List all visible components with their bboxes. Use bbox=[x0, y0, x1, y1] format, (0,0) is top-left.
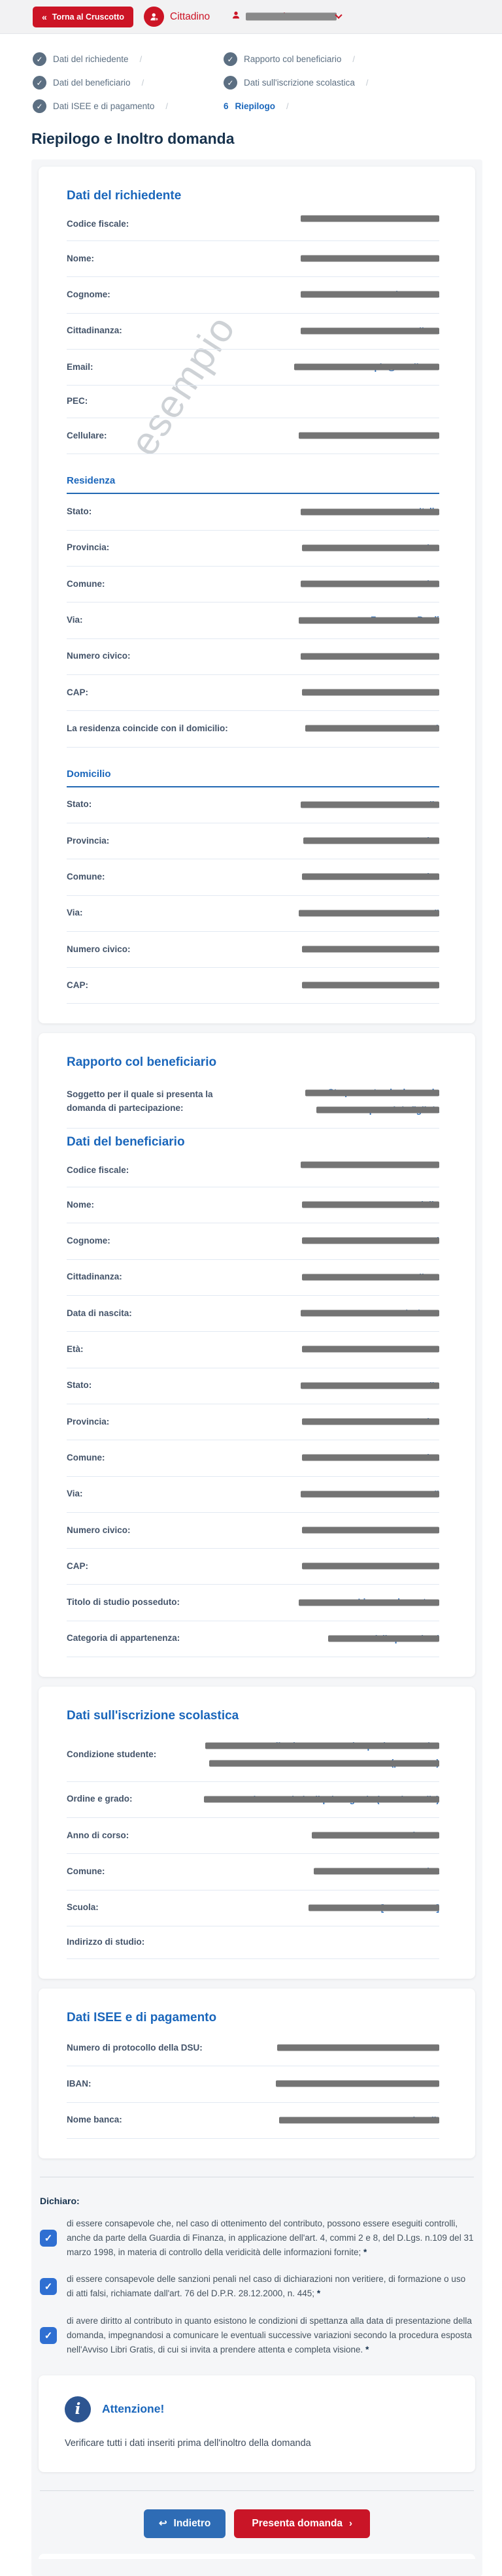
redaction-bar bbox=[279, 2117, 439, 2123]
field-value bbox=[260, 1827, 439, 1844]
declaration-text: di essere consapevole che, nel caso di ottenimento del contributo, possono essere eseguiti controlli, anche da parte della Guardia di Finanza, in applicazione dell'art. 4, commi 2 e 8, del D.Lgs. n.109 del 31 marzo 1998, in materia di controllo della veridicità delle informazioni fornite; * bbox=[67, 2218, 474, 2257]
redaction-bar bbox=[301, 1491, 439, 1497]
user-icon bbox=[231, 10, 241, 24]
field-value bbox=[260, 2039, 439, 2056]
presenta-domanda-button[interactable]: Presenta domanda › bbox=[234, 2509, 370, 2538]
field-value bbox=[260, 540, 439, 557]
redaction-bar bbox=[299, 910, 439, 916]
field-value-line bbox=[260, 941, 439, 958]
field-row bbox=[67, 1296, 439, 1332]
field-value bbox=[260, 1522, 439, 1539]
step-separator: / bbox=[165, 101, 168, 111]
field-value-line bbox=[165, 1755, 439, 1772]
step-dati-del-beneficiario[interactable] bbox=[33, 76, 224, 90]
field-row bbox=[67, 1260, 439, 1296]
field-label: Numero civico: bbox=[67, 1525, 131, 1535]
field-row bbox=[67, 1585, 439, 1621]
redaction-bar bbox=[204, 1796, 439, 1802]
field-label: CAP: bbox=[67, 1560, 88, 1571]
field-label: Numero civico: bbox=[67, 944, 131, 954]
field-value-line bbox=[260, 503, 439, 520]
field-row bbox=[67, 932, 439, 968]
field-value bbox=[260, 941, 439, 958]
field-label: Stato: bbox=[67, 506, 92, 517]
field-value bbox=[260, 1558, 439, 1575]
checkbox-checked[interactable]: ✓ bbox=[40, 2278, 57, 2295]
check-circle-icon: ✓ bbox=[224, 76, 237, 90]
field-value-line bbox=[260, 1486, 439, 1503]
field-label: Comune: bbox=[67, 871, 105, 882]
field-label: Anno di corso: bbox=[67, 1830, 129, 1840]
field-label: Nome: bbox=[67, 1199, 95, 1210]
field-row bbox=[67, 2030, 439, 2066]
field-value-line bbox=[260, 1305, 439, 1322]
field-value bbox=[260, 427, 439, 444]
field-row bbox=[67, 1621, 439, 1657]
field-label: Numero di protocollo della DSU: bbox=[67, 2042, 203, 2053]
redaction-bar bbox=[301, 581, 439, 587]
field-row bbox=[67, 1155, 439, 1187]
main-content bbox=[0, 34, 502, 2576]
field-value bbox=[260, 648, 439, 665]
field-row bbox=[67, 1223, 439, 1259]
field-value-line bbox=[260, 1341, 439, 1358]
attention-card bbox=[39, 2375, 475, 2472]
field-row bbox=[67, 1075, 439, 1129]
user-menu[interactable] bbox=[231, 10, 341, 24]
step-separator: / bbox=[139, 54, 142, 64]
field-row bbox=[67, 277, 439, 313]
info-icon: i bbox=[65, 2396, 91, 2422]
field-value-line bbox=[260, 1102, 439, 1119]
field-row bbox=[67, 1513, 439, 1549]
declarations-section bbox=[39, 2196, 475, 2357]
field-value-line bbox=[260, 286, 439, 303]
field-value bbox=[260, 2075, 439, 2092]
field-value bbox=[260, 684, 439, 701]
field-row bbox=[67, 1818, 439, 1854]
field-value bbox=[260, 323, 439, 340]
field-value-line bbox=[260, 576, 439, 593]
field-label: CAP: bbox=[67, 687, 88, 697]
redaction-bar bbox=[302, 874, 439, 880]
field-value bbox=[260, 1378, 439, 1395]
attention-text: Verificare tutti i dati inseriti prima dell'inoltro della domanda bbox=[65, 2437, 311, 2449]
field-row bbox=[67, 418, 439, 454]
field-row bbox=[67, 350, 439, 386]
step-label: Dati del richiedente bbox=[53, 54, 129, 64]
redaction-bar bbox=[209, 1760, 439, 1766]
redaction-bar bbox=[294, 364, 439, 371]
declarations-list bbox=[39, 2217, 475, 2357]
field-row bbox=[67, 711, 439, 747]
redaction-bar bbox=[276, 2081, 439, 2087]
double-chevron-left-icon: « bbox=[42, 11, 47, 22]
field-value bbox=[260, 2112, 439, 2129]
back-button-label: Torna al Cruscotto bbox=[52, 12, 124, 22]
field-value-line bbox=[260, 1269, 439, 1286]
field-row bbox=[67, 2066, 439, 2102]
declaration-item bbox=[40, 2272, 474, 2301]
field-label: Età: bbox=[67, 1344, 84, 1354]
field-label: Stato: bbox=[67, 1380, 92, 1391]
redaction-bar bbox=[305, 725, 439, 732]
field-row bbox=[67, 1782, 439, 1818]
field-value-line bbox=[260, 323, 439, 340]
field-row bbox=[67, 639, 439, 675]
field-value bbox=[260, 1084, 439, 1119]
field-row bbox=[67, 1440, 439, 1476]
field-label: La residenza coincide con il domicilio: bbox=[67, 723, 228, 733]
redaction-bar bbox=[301, 291, 439, 298]
section-heading-residenza: Residenza bbox=[67, 475, 439, 494]
field-value-line bbox=[260, 612, 439, 629]
check-circle-icon: ✓ bbox=[224, 52, 237, 66]
card-dati-richiedente bbox=[39, 167, 475, 1023]
field-value bbox=[260, 1594, 439, 1611]
redaction-bar bbox=[301, 256, 439, 262]
redaction-bar bbox=[301, 508, 439, 515]
field-label: Data di nascita: bbox=[67, 1308, 132, 1318]
redaction-bar bbox=[302, 982, 439, 989]
field-value bbox=[260, 833, 439, 850]
field-value bbox=[260, 1486, 439, 1503]
redaction-bar bbox=[302, 1563, 439, 1570]
section-heading-dati-sull-iscrizione-scolastica: Dati sull'iscrizione scolastica bbox=[67, 1709, 239, 1723]
field-value bbox=[260, 1449, 439, 1466]
field-value bbox=[260, 1305, 439, 1322]
field-row bbox=[67, 1728, 439, 1782]
field-value bbox=[260, 1197, 439, 1214]
declarations-title: Dichiaro: bbox=[40, 2195, 80, 2206]
field-row bbox=[67, 896, 439, 932]
field-value-line bbox=[260, 1378, 439, 1395]
step-dati-del-richiedente[interactable] bbox=[33, 52, 224, 66]
field-value-line bbox=[260, 977, 439, 994]
declaration-item bbox=[40, 2217, 474, 2260]
field-value bbox=[260, 797, 439, 814]
redaction-bar bbox=[277, 2045, 439, 2051]
page-title: Riepilogo e Inoltro domanda bbox=[31, 130, 235, 147]
redaction-bar bbox=[299, 617, 439, 623]
field-label: Comune: bbox=[67, 1452, 105, 1462]
field-row bbox=[67, 603, 439, 638]
field-label: CAP: bbox=[67, 980, 88, 990]
field-row bbox=[67, 208, 439, 241]
redaction-bar bbox=[328, 1635, 439, 1642]
field-label: Codice fiscale: bbox=[67, 1165, 129, 1176]
field-value-line bbox=[260, 1558, 439, 1575]
field-value-line bbox=[260, 833, 439, 850]
field-value-line bbox=[260, 648, 439, 665]
redaction-bar bbox=[302, 1419, 439, 1425]
redaction-bar bbox=[301, 1162, 439, 1168]
redaction-bar bbox=[302, 1274, 439, 1280]
redaction-bar bbox=[205, 1743, 439, 1749]
field-label: Scuola: bbox=[67, 1902, 99, 1913]
field-label: Stato: bbox=[67, 799, 92, 810]
field-label: Indirizzo di studio: bbox=[67, 1936, 145, 1947]
step-rapporto-col-beneficiario[interactable] bbox=[224, 52, 482, 66]
field-row bbox=[67, 675, 439, 711]
field-value bbox=[260, 1232, 439, 1249]
declaration-text: di avere diritto al contributo in quanto esistono le condizioni di spettanza alla data di presentazione della domanda, impegnandosi a comunicare le eventuali successive variazioni secondo la procedura esposta nell'Avviso Libri Gratis, di cui si invita a prendere attenta e completa visione. * bbox=[67, 2316, 472, 2354]
watermark-text: esempio bbox=[121, 307, 244, 463]
redaction-bar bbox=[302, 1202, 439, 1208]
declaration-item bbox=[40, 2314, 474, 2357]
field-value-line bbox=[260, 868, 439, 885]
field-label: Comune: bbox=[67, 1866, 105, 1877]
field-label: Nome banca: bbox=[67, 2115, 122, 2125]
field-row bbox=[67, 1477, 439, 1513]
summary-panel bbox=[31, 159, 482, 2576]
back-arrow-icon: ↩ bbox=[158, 2518, 167, 2530]
section-heading-rapporto-col-beneficiario: Rapporto col beneficiario bbox=[67, 1055, 217, 1070]
field-value bbox=[260, 219, 439, 230]
field-value bbox=[260, 1165, 439, 1176]
redaction-bar bbox=[303, 838, 439, 844]
field-value-line bbox=[260, 1827, 439, 1844]
indietro-button[interactable]: ↩ Indietro bbox=[144, 2509, 226, 2538]
checkbox-checked[interactable]: ✓ bbox=[40, 2230, 57, 2247]
attention-title: Attenzione! bbox=[102, 2402, 165, 2416]
step-label: Riepilogo bbox=[235, 101, 276, 111]
redaction-bar bbox=[316, 1106, 439, 1113]
checkbox-checked[interactable]: ✓ bbox=[40, 2327, 57, 2344]
field-label: Provincia: bbox=[67, 1416, 110, 1427]
field-value-line bbox=[165, 1738, 439, 1755]
field-value-line bbox=[165, 1791, 439, 1808]
redaction-bar bbox=[301, 653, 439, 659]
field-label: Via: bbox=[67, 1489, 83, 1499]
user-name bbox=[247, 12, 330, 22]
field-row bbox=[67, 241, 439, 277]
field-value-line bbox=[260, 720, 439, 737]
field-value bbox=[260, 1900, 439, 1917]
field-label: Email: bbox=[67, 361, 93, 372]
field-value-line bbox=[260, 1522, 439, 1539]
field-value bbox=[260, 1269, 439, 1286]
field-value bbox=[260, 905, 439, 922]
citizen-icon bbox=[144, 7, 164, 27]
step-separator: / bbox=[286, 101, 289, 111]
field-value-line bbox=[260, 540, 439, 557]
field-row bbox=[67, 1332, 439, 1368]
redaction-bar bbox=[302, 689, 439, 696]
field-row bbox=[67, 2103, 439, 2139]
field-value-line bbox=[260, 427, 439, 444]
field-label: Codice fiscale: bbox=[67, 219, 129, 229]
field-value-line bbox=[260, 1449, 439, 1466]
redaction-bar bbox=[302, 1346, 439, 1353]
field-label: Via: bbox=[67, 908, 83, 918]
field-value-line bbox=[260, 1863, 439, 1880]
redaction-bar bbox=[299, 433, 439, 439]
cards-container bbox=[39, 167, 475, 2158]
field-label: Via: bbox=[67, 615, 83, 625]
redaction-bar bbox=[302, 544, 439, 551]
field-label: Numero civico: bbox=[67, 651, 131, 661]
field-value-line bbox=[260, 2039, 439, 2056]
step-riepilogo bbox=[224, 99, 482, 113]
field-value-line bbox=[260, 2112, 439, 2129]
field-label: Cognome: bbox=[67, 289, 110, 299]
step-label: Dati ISEE e di pagamento bbox=[53, 101, 155, 111]
field-value bbox=[260, 250, 439, 267]
field-value bbox=[260, 286, 439, 303]
field-value bbox=[260, 1341, 439, 1358]
field-value bbox=[165, 1738, 439, 1772]
field-label: PEC: bbox=[67, 396, 88, 406]
field-value bbox=[260, 1937, 439, 1948]
card-iscrizione-scolastica bbox=[39, 1687, 475, 1979]
step-dati-isee-e-di-pagamento[interactable] bbox=[33, 99, 224, 113]
declaration-text: di essere consapevole delle sanzioni penali nel caso di dichiarazioni non veritiere, di formazione o uso di atti falsi, richiamate dall'art. 76 del D.P.R. 28.12.2000, n. 445; * bbox=[67, 2274, 466, 2299]
field-row bbox=[67, 567, 439, 603]
field-label: Cognome: bbox=[67, 1236, 110, 1246]
step-label: Rapporto col beneficiario bbox=[244, 54, 342, 64]
topbar bbox=[0, 0, 502, 34]
field-value bbox=[260, 977, 439, 994]
field-value-line bbox=[260, 1900, 439, 1917]
attention-header bbox=[65, 2396, 449, 2422]
field-row bbox=[67, 1404, 439, 1440]
field-value-line bbox=[260, 250, 439, 267]
step-label: Dati sull'iscrizione scolastica bbox=[244, 78, 355, 88]
redaction-bar bbox=[312, 1832, 439, 1839]
field-row bbox=[67, 1549, 439, 1585]
redaction-bar bbox=[302, 1455, 439, 1461]
step-dati-sull-iscrizione-scolastica[interactable] bbox=[224, 76, 482, 90]
field-label: Categoria di appartenenza: bbox=[67, 1633, 180, 1643]
step-separator: / bbox=[352, 54, 355, 64]
field-label: Soggetto per il quale si presenta la domanda di partecipazione: bbox=[67, 1089, 213, 1113]
torna-al-cruscotto-button[interactable] bbox=[33, 7, 133, 27]
field-value bbox=[260, 612, 439, 629]
redaction-bar bbox=[302, 946, 439, 953]
section-heading-domicilio: Domicilio bbox=[67, 768, 439, 787]
field-label: Nome: bbox=[67, 253, 95, 263]
field-value-line bbox=[260, 2075, 439, 2092]
field-value-line bbox=[260, 1084, 439, 1101]
field-row bbox=[67, 823, 439, 859]
field-value-line bbox=[260, 905, 439, 922]
redaction-bar bbox=[301, 215, 439, 222]
redaction-bar bbox=[301, 801, 439, 808]
field-row bbox=[67, 494, 439, 530]
step-label: Dati del beneficiario bbox=[53, 78, 131, 88]
field-value-line bbox=[260, 1232, 439, 1249]
field-row bbox=[67, 1368, 439, 1404]
field-label: Cittadinanza: bbox=[67, 1272, 122, 1282]
field-label: IBAN: bbox=[67, 2078, 92, 2089]
field-value bbox=[260, 1630, 439, 1647]
field-value-line bbox=[260, 797, 439, 814]
field-value bbox=[165, 1791, 439, 1808]
redaction-bar bbox=[301, 1310, 439, 1317]
check-circle-icon: ✓ bbox=[33, 99, 46, 113]
divider bbox=[40, 2490, 474, 2491]
field-row bbox=[67, 531, 439, 567]
field-value bbox=[260, 359, 439, 376]
field-label: Comune: bbox=[67, 578, 105, 589]
field-value bbox=[260, 503, 439, 520]
redaction-bar bbox=[302, 1238, 439, 1244]
chevron-right-icon: › bbox=[349, 2518, 353, 2530]
field-label: Condizione studente: bbox=[67, 1749, 157, 1759]
check-circle-icon: ✓ bbox=[33, 76, 46, 90]
field-label: Cellulare: bbox=[67, 430, 107, 440]
field-row bbox=[67, 1854, 439, 1890]
field-row bbox=[67, 1926, 439, 1959]
steps-breadcrumb bbox=[33, 52, 482, 113]
field-row bbox=[67, 968, 439, 1004]
section-heading-dati-del-richiedente: Dati del richiedente bbox=[67, 189, 182, 203]
field-row bbox=[67, 386, 439, 418]
field-value bbox=[260, 576, 439, 593]
redaction-bar bbox=[301, 1382, 439, 1389]
field-label: Provincia: bbox=[67, 835, 110, 846]
field-row bbox=[67, 787, 439, 823]
next-card-edge bbox=[39, 2554, 475, 2559]
redaction-bar bbox=[299, 1599, 439, 1606]
redaction-bar bbox=[314, 1868, 439, 1875]
check-circle-icon: ✓ bbox=[33, 52, 46, 66]
section-heading-dati-del-beneficiario: Dati del beneficiario bbox=[67, 1135, 185, 1149]
field-value bbox=[260, 396, 439, 407]
redaction-bar bbox=[301, 327, 439, 334]
step-separator: / bbox=[365, 78, 369, 88]
redaction-bar bbox=[305, 1089, 439, 1096]
role-label: Cittadino bbox=[170, 10, 210, 22]
section-heading-dati-isee-e-di-pagamento: Dati ISEE e di pagamento bbox=[67, 2010, 217, 2024]
field-value-line bbox=[260, 1594, 439, 1611]
field-label: Titolo di studio posseduto: bbox=[67, 1597, 180, 1608]
field-label: Cittadinanza: bbox=[67, 325, 122, 336]
field-value-line bbox=[260, 1197, 439, 1214]
field-row bbox=[67, 1891, 439, 1926]
field-value bbox=[260, 868, 439, 885]
field-value-line bbox=[260, 1630, 439, 1647]
field-row bbox=[67, 314, 439, 350]
field-value bbox=[260, 1863, 439, 1880]
field-value-line bbox=[260, 684, 439, 701]
step-separator: / bbox=[141, 78, 144, 88]
field-row bbox=[67, 1187, 439, 1223]
field-label: Provincia: bbox=[67, 542, 110, 553]
field-value bbox=[260, 720, 439, 737]
card-isee-pagamento bbox=[39, 1989, 475, 2158]
card-rapporto-e-beneficiario bbox=[39, 1033, 475, 1677]
field-value bbox=[260, 1413, 439, 1430]
field-row bbox=[67, 859, 439, 895]
redaction-bar bbox=[246, 12, 337, 20]
redaction-bar bbox=[309, 1904, 439, 1911]
field-label: Ordine e grado: bbox=[67, 1794, 133, 1804]
field-value-line bbox=[260, 359, 439, 376]
role-indicator bbox=[144, 7, 210, 27]
step-number: 6 bbox=[224, 101, 229, 111]
redaction-bar bbox=[302, 1527, 439, 1533]
footer-buttons bbox=[39, 2509, 475, 2538]
field-value-line bbox=[260, 1413, 439, 1430]
